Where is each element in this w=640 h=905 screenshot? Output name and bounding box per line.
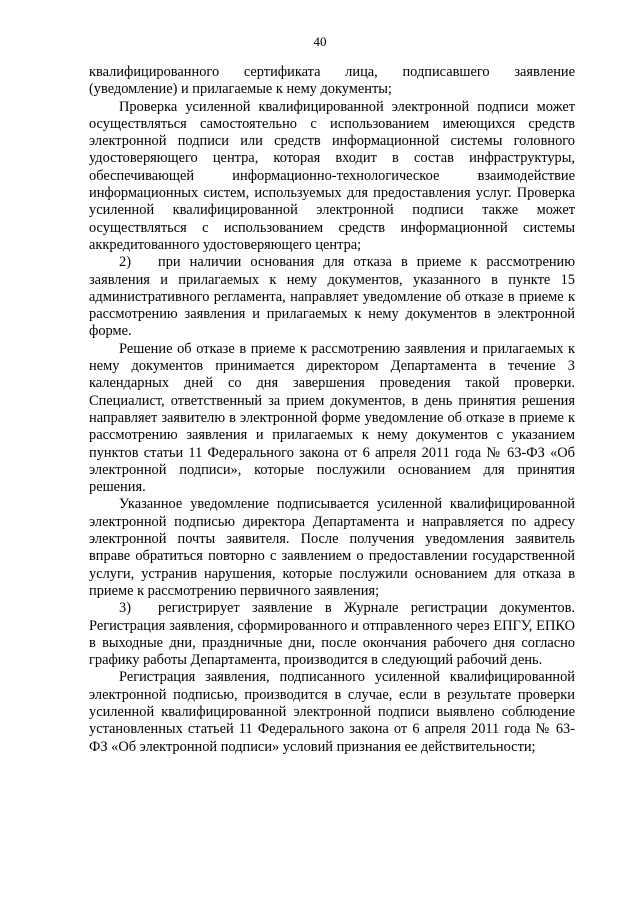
document-body bbox=[89, 64, 575, 756]
list-item-3 bbox=[89, 600, 575, 669]
list-item-2 bbox=[89, 254, 575, 340]
paragraph-signature-verification: Проверка усиленной квалифицированной электронной подписи может осуществляться самостоятельно с использованием имеющихся средств электронной подписи или средств информационной системы головного удостоверяющего центра, которая входит в состав инфраструктуры, обеспечивающей информационно-технологическое взаимодействие информационных систем, используемых для предоставления услуг. Проверка усиленной квалифицированной электронной подписи также может осуществляться с использованием средств информационной системы аккредитованного удостоверяющего центра; bbox=[89, 98, 575, 253]
list-item-2-text: при наличии основания для отказа в приеме к рассмотрению заявления и прилагаемых к нему документов, указанного в пункте 15 административного регламента, направляет уведомление об отказе в приеме к рассмотрению заявления и прилагаемых к нему документов в электронной форме. bbox=[89, 254, 575, 340]
paragraph-registration: Регистрация заявления, подписанного усиленной квалифицированной электронной подписью, производится в случае, если в результате проверки усиленной квалифицированной электронной подписи выявлено соблюдение установленных статьей 11 Федерального закона от 6 апреля 2011 года № 63-ФЗ «Об электронной подписи» условий признания ее действительности; bbox=[89, 669, 575, 755]
page-number: 40 bbox=[313, 34, 327, 49]
paragraph-notification: Указанное уведомление подписывается усиленной квалифицированной электронной подписью директора Департамента и направляется по адресу электронной почты заявителя. После получения уведомления заявитель вправе обратиться повторно с заявлением о предоставлении государственной услуги, устранив нарушения, которые послужили основанием для отказа в приеме к рассмотрению первичного заявления; bbox=[89, 496, 575, 599]
list-marker-3: 3) bbox=[119, 600, 131, 617]
paragraph-refusal-decision: Решение об отказе в приеме к рассмотрению заявления и прилагаемых к нему документов принимается директором Департамента в течение 3 календарных дней со дня завершения проведения такой проверки. Специалист, ответственный за прием документов, в день принятия решения направляет заявителю в электронной форме уведомление об отказе в приеме к рассмотрению заявления и прилагаемых к нему документов с указанием пунктов статьи 11 Федерального закона от 6 апреля 2011 года № 63-ФЗ «Об электронной подписи», которые послужили основанием для принятия решения. bbox=[89, 340, 575, 496]
list-item-3-text: регистрирует заявление в Журнале регистрации документов. Регистрация заявления, сформированного и отправленного через ЕПГУ, ЕПКО в выходные дни, праздничные дни, после окончания рабочего дня согласно графику работы Департамента, производится в следующий рабочий день. bbox=[89, 600, 575, 669]
paragraph-continuation: квалифицированного сертификата лица, подписавшего заявление (уведомление) и прилагаемые к нему документы; bbox=[89, 64, 575, 98]
list-marker-2: 2) bbox=[119, 254, 131, 271]
